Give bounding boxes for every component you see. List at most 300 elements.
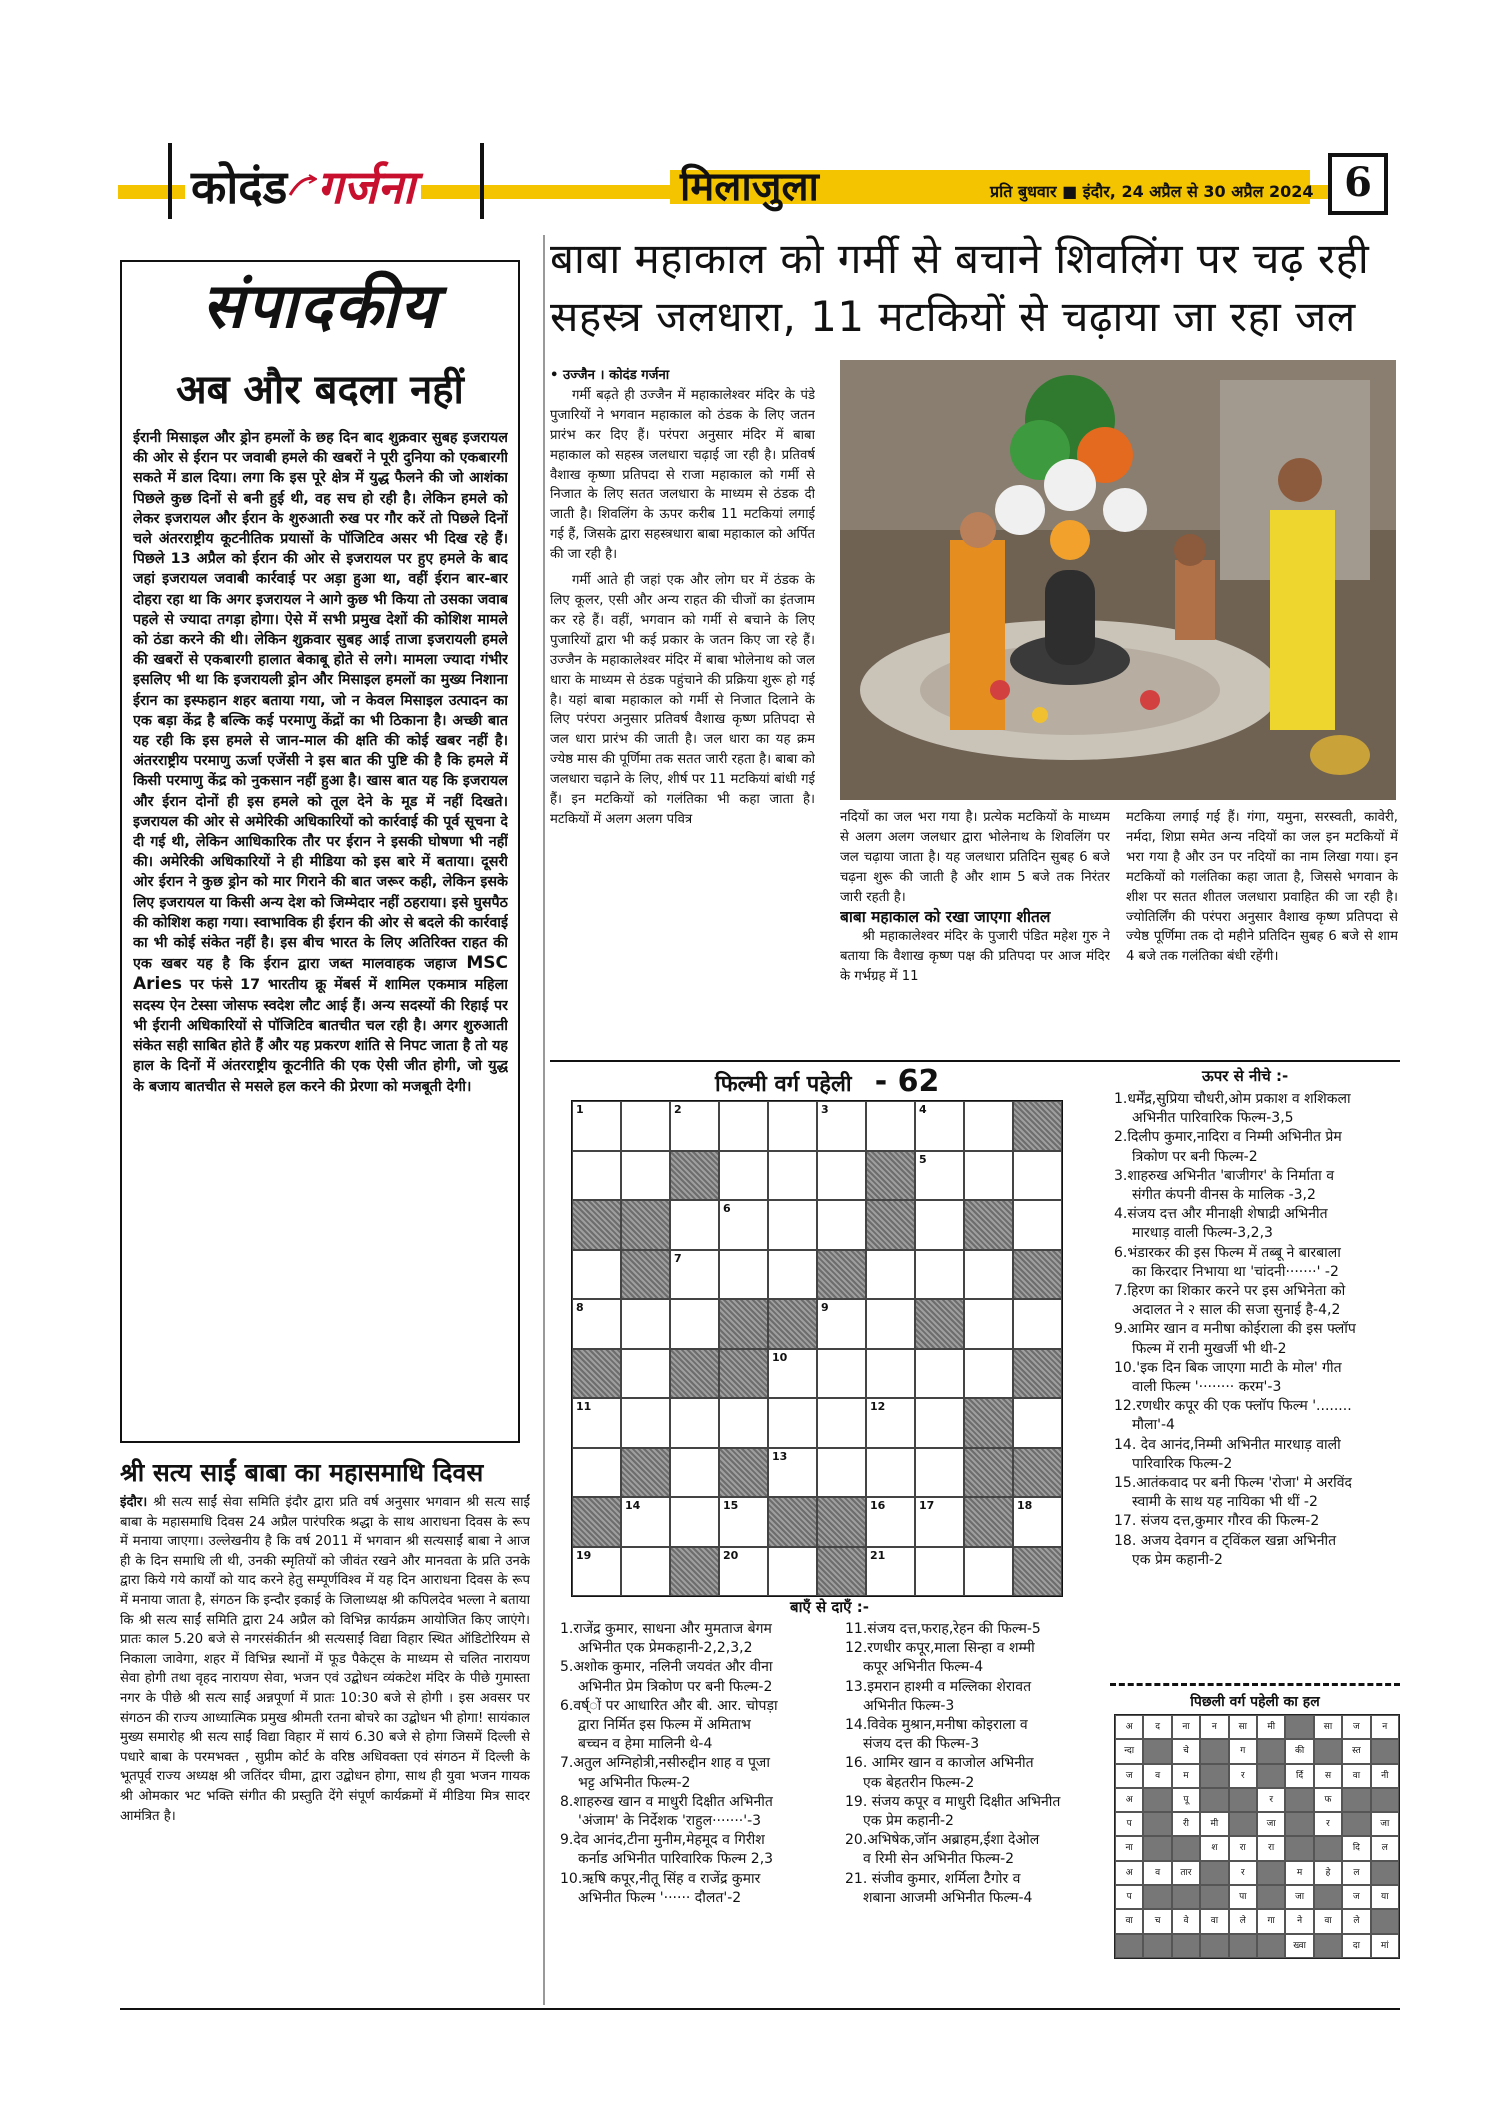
crossword-cell <box>719 1101 768 1151</box>
crossword-cell <box>719 1151 768 1201</box>
solution-cell <box>1257 1764 1285 1788</box>
cell-number: 17 <box>919 1499 935 1512</box>
clue-item <box>560 1831 842 1869</box>
crossword-cell <box>866 1349 915 1399</box>
crossword-cell <box>621 1299 670 1349</box>
solution-cell <box>1143 1739 1171 1763</box>
crossword-cell <box>621 1547 670 1597</box>
clue-item <box>1114 1320 1404 1358</box>
clue-item <box>845 1620 1110 1639</box>
solution-cell: र <box>1257 1788 1285 1812</box>
column-divider <box>543 235 545 2005</box>
solution-cell: नी <box>1371 1764 1399 1788</box>
crossword-cell <box>866 1547 915 1597</box>
cell-number: 18 <box>1017 1499 1033 1512</box>
solution-dash-rule <box>1110 1683 1400 1686</box>
clue-line: 12.रणधीर कपूर,माला सिन्हा व शम्मी <box>845 1640 1035 1657</box>
clue-line: 19. संजय कपूर व माधुरी दिक्षीत अभिनीत <box>845 1793 1061 1810</box>
solution-cell: री <box>1172 1812 1200 1836</box>
crossword-cell <box>1013 1200 1062 1250</box>
clue-line: वाली फिल्म '········ करम'-3 <box>1132 1379 1282 1396</box>
solution-cell <box>1285 1836 1313 1860</box>
clue-line: द्वारा निर्मित इस फिल्म में अमिताभ <box>578 1717 751 1734</box>
clue-item <box>560 1620 842 1658</box>
down-clues <box>1114 1090 1404 1570</box>
crossword-cell <box>572 1200 621 1250</box>
solution-cell: अ <box>1115 1788 1143 1812</box>
clue-line: 13.इमरान हाश्मी व मल्लिका शेरावत <box>845 1678 1032 1695</box>
solution-cell <box>1314 1739 1342 1763</box>
solution-cell: म <box>1285 1861 1313 1885</box>
solution-cell: रा <box>1229 1836 1257 1860</box>
solution-cell <box>1371 1739 1399 1763</box>
clue-line: 8.शाहरुख खान व माधुरी दिक्षीत अभिनीत <box>560 1793 773 1810</box>
solution-cell: न <box>1371 1715 1399 1739</box>
clue-item <box>845 1639 1110 1677</box>
mahakal-col1 <box>550 366 815 1058</box>
crossword-cell <box>768 1398 817 1448</box>
clue-item <box>1114 1512 1404 1531</box>
cell-number: 11 <box>576 1400 592 1413</box>
solution-cell <box>1342 1812 1370 1836</box>
crossword-cell <box>572 1547 621 1597</box>
solution-cell: की <box>1285 1739 1313 1763</box>
cell-number: 9 <box>821 1301 829 1314</box>
solution-cell <box>1257 1885 1285 1909</box>
clue-line: 1.राजेंद्र कुमार, साधना और मुमताज बेगम <box>560 1621 772 1637</box>
crossword-cell <box>670 1151 719 1201</box>
crossword-cell <box>866 1497 915 1547</box>
solution-cell <box>1143 1934 1171 1958</box>
clue-line: 21. संजीव कुमार, शर्मिला टैगोर व <box>845 1870 1021 1887</box>
crossword-cell <box>768 1250 817 1300</box>
solution-cell: मां <box>1371 1934 1399 1958</box>
crossword-cell <box>964 1547 1013 1597</box>
solution-cell: ना <box>1115 1836 1143 1860</box>
clue-line: 7.हिरण का शिकार करने पर इस अभिनेता को <box>1114 1283 1346 1300</box>
cell-number: 8 <box>576 1301 584 1314</box>
across-heading: बाएँ से दाएँ :- <box>790 1598 869 1616</box>
clue-item <box>845 1716 1110 1754</box>
footer-rule <box>120 2008 1400 2010</box>
solution-cell <box>1229 1934 1257 1958</box>
clue-line: अदालत ने २ साल की सजा सुनाई है-4,2 <box>1132 1302 1341 1319</box>
clue-line: पारिवारिक फिल्म-2 <box>1132 1455 1233 1472</box>
solution-cell <box>1143 1836 1171 1860</box>
solution-cell: न <box>1200 1715 1228 1739</box>
solution-cell <box>1257 1861 1285 1885</box>
brand-logo <box>185 155 421 215</box>
crossword-cell <box>572 1299 621 1349</box>
brand-divider-right <box>480 143 484 219</box>
crossword-cell <box>768 1497 817 1547</box>
mahakal-col2-body2: श्री महाकालेश्वर मंदिर के पुजारी पंडित महेश गुरु ने बताया कि वैशाख कृष्ण पक्ष की प्रतिपदा पर आज मंदिर के गर्भग्रह में 11 <box>840 929 1110 985</box>
clue-item <box>1114 1205 1404 1243</box>
cell-number: 13 <box>772 1449 788 1463</box>
cell-number: 6 <box>723 1202 731 1215</box>
crossword-cell <box>1013 1101 1062 1151</box>
down-heading: ऊपर से नीचे :- <box>1202 1067 1289 1085</box>
solution-cell <box>1172 1836 1200 1860</box>
clue-item <box>1114 1167 1404 1205</box>
cell-number: 2 <box>674 1103 682 1116</box>
crossword-cell <box>719 1349 768 1399</box>
crossword-cell <box>719 1547 768 1597</box>
crossword-cell <box>719 1398 768 1448</box>
crossword-cell <box>964 1448 1013 1498</box>
cell-number: 14 <box>625 1499 641 1512</box>
clue-line: त्रिकोण पर बनी फिल्म-2 <box>1132 1148 1258 1165</box>
crossword-cell <box>817 1250 866 1300</box>
mahakal-col2-body: नदियों का जल भरा गया है। प्रत्येक मटकियों के माध्यम से अलग अलग जलधार द्वारा भोलेनाथ के शिवलिंग पर जल चढ़ाया जाता है। यह जलधारा प्रतिदिन सुबह 6 बजे चढ़ना शुरू की जाती है और शाम 5 बजे तक निरंतर जारी रहती है। <box>840 810 1110 905</box>
clue-line: 17. संजय दत्त,कुमार गौरव की फिल्म-2 <box>1114 1513 1320 1530</box>
crossword-cell <box>768 1349 817 1399</box>
crossword-cell <box>817 1497 866 1547</box>
solution-cell: स्त <box>1342 1739 1370 1763</box>
clue-line: संजय दत्त की फिल्म-3 <box>863 1736 980 1753</box>
solution-cell: मी <box>1200 1812 1228 1836</box>
editorial-headline: अब और बदला नहीं <box>176 366 464 413</box>
crossword-cell <box>1013 1151 1062 1201</box>
brand-name-part2: गर्जना <box>317 160 415 214</box>
clue-line: 5.अशोक कुमार, नलिनी जयवंत और वीना <box>560 1659 773 1676</box>
solution-cell: या <box>1371 1885 1399 1909</box>
clue-item <box>1114 1128 1404 1166</box>
solution-cell <box>1342 1788 1370 1812</box>
solution-cell <box>1172 1885 1200 1909</box>
clue-line: कपूर अभिनीत फिल्म-4 <box>863 1659 984 1676</box>
clue-line: संगीत कंपनी वीनस के मालिक -3,2 <box>1132 1187 1316 1204</box>
editorial-label: संपादकीय <box>202 269 438 342</box>
crossword-cell <box>964 1497 1013 1547</box>
solution-cell: तार <box>1172 1861 1200 1885</box>
solution-cell: ने <box>1285 1909 1313 1933</box>
puzzle-header <box>715 1064 939 1099</box>
crossword-cell <box>719 1200 768 1250</box>
clue-item <box>1114 1359 1404 1397</box>
crossword-cell <box>621 1151 670 1201</box>
crossword-cell <box>572 1349 621 1399</box>
solution-cell <box>1200 1788 1228 1812</box>
solution-cell: जा <box>1285 1885 1313 1909</box>
solution-cell <box>1172 1934 1200 1958</box>
solution-cell <box>1200 1764 1228 1788</box>
solution-cell: प <box>1115 1885 1143 1909</box>
crossword-cell <box>621 1250 670 1300</box>
solution-cell <box>1257 1739 1285 1763</box>
clue-line: कर्नाड अभिनीत पारिवारिक फिल्म 2,3 <box>578 1851 774 1868</box>
clue-item <box>1114 1532 1404 1570</box>
crossword-cell <box>670 1101 719 1151</box>
cell-number: 4 <box>919 1103 927 1116</box>
clue-line: एक प्रेम कहानी-2 <box>863 1813 954 1830</box>
clue-line: 18. अजय देवगन व ट्विंकल खन्ना अभिनीत <box>1114 1532 1337 1549</box>
solution-cell <box>1285 1788 1313 1812</box>
solution-cell <box>1115 1934 1143 1958</box>
crossword-cell <box>670 1200 719 1250</box>
solution-cell <box>1314 1934 1342 1958</box>
crossword-cell <box>1013 1250 1062 1300</box>
solution-cell: ल <box>1342 1861 1370 1885</box>
clue-item <box>1114 1397 1404 1435</box>
crossword-cell <box>964 1101 1013 1151</box>
solution-cell <box>1371 1909 1399 1933</box>
clue-line: 'अंजाम' के निर्देशक 'राहुल·······'-3 <box>578 1813 762 1830</box>
clue-item <box>845 1754 1110 1792</box>
crossword-cell <box>915 1250 964 1300</box>
mahakal-dateline: • उज्जैन । कोदंड गर्जना <box>550 368 670 383</box>
solution-cell: पू <box>1172 1788 1200 1812</box>
crossword-cell <box>1013 1349 1062 1399</box>
editorial-ship-name: MSC Aries <box>133 953 508 995</box>
clue-line: 3.शाहरुख अभिनीत 'बाजीगर' के निर्माता व <box>1114 1167 1335 1184</box>
solution-cell: ल <box>1371 1836 1399 1860</box>
crossword-cell <box>621 1349 670 1399</box>
crossword-cell <box>817 1151 866 1201</box>
cell-number: 7 <box>674 1251 682 1265</box>
crossword-cell <box>719 1448 768 1498</box>
solution-cell: वा <box>1314 1909 1342 1933</box>
solution-cell: जा <box>1257 1812 1285 1836</box>
clue-item <box>560 1697 842 1755</box>
clue-item <box>845 1870 1110 1908</box>
solution-cell: व <box>1143 1861 1171 1885</box>
mahakal-photo <box>840 360 1396 800</box>
solution-cell: चे <box>1172 1739 1200 1763</box>
clue-line: का किरदार निभाया था 'चांदनी·······' -2 <box>1132 1263 1339 1280</box>
crossword-cell <box>964 1250 1013 1300</box>
crossword-cell <box>719 1497 768 1547</box>
crossword-cell <box>768 1200 817 1250</box>
crossword-cell <box>572 1101 621 1151</box>
clue-item <box>1114 1474 1404 1512</box>
crossword-cell <box>621 1200 670 1250</box>
solution-cell <box>1229 1788 1257 1812</box>
puzzle-number: - 62 <box>874 1064 940 1099</box>
cell-number: 5 <box>919 1152 927 1166</box>
crossword-cell <box>915 1299 964 1349</box>
clue-line: 6.भंडारकर की इस फिल्म में तब्बू ने बारबाला <box>1114 1244 1341 1261</box>
solution-cell: च <box>1143 1909 1171 1933</box>
clue-line: 6.वर्ष्ों पर आधारित और बी. आर. चोपड़ा <box>560 1697 778 1714</box>
crossword-cell <box>866 1250 915 1300</box>
clue-item <box>560 1793 842 1831</box>
clue-line: 10.'इक दिन बिक जाएगा माटी के मोल' गीत <box>1114 1359 1342 1376</box>
crossword-cell <box>572 1497 621 1547</box>
solution-cell <box>1314 1885 1342 1909</box>
crossword-cell <box>964 1200 1013 1250</box>
clue-line: व रिमी सेन अभिनीत फिल्म-2 <box>863 1851 1015 1868</box>
solution-cell <box>1229 1812 1257 1836</box>
page-number: 6 <box>1328 153 1388 215</box>
clue-item <box>845 1831 1110 1869</box>
brand-divider-left <box>168 143 172 219</box>
crossword-cell <box>915 1398 964 1448</box>
solution-cell <box>1143 1812 1171 1836</box>
editorial-body-text: ईरानी मिसाइल और ड्रोन हमलों के छह दिन बाद शुक्रवार सुबह इजरायल की ओर से ईरान पर जवाबी हमले की खबरों ने पूरी दुनिया को एकबारगी सकते में डाल दिया। लगा कि इस पूरे क्षेत्र में युद्ध फैलने की जो आशंका पिछले कुछ दिनों से बनी हुई थी, वह सच हो रही है। लेकिन हमले को लेकर इजरायल और ईरान के शुरुआती रुख पर गौर करें तो पिछले दिनों चले अंतरराष्ट्रीय कूटनीतिक प्रयासों के पॉजिटिव असर भी दिख रहे हैं। पिछले 13 अप्रैल को ईरान की ओर से इजरायल पर हुए हमले के बाद जहां इजरायल जवाबी कार्रवाई पर अड़ा हुआ था, वहीं ईरान बार-बार दोहरा रहा था कि अगर इजरायल ने आगे कुछ भी किया तो उसका जवाब पहले से ज्यादा तगड़ा होगा। ऐसे में सभी प्रमुख देशों की कोशिश मामले को ठंडा करने की थी। लेकिन शुक्रवार सुबह आई ताजा इजरायली हमले की खबरों से एकबारगी हालात बेकाबू होते से लगे। मामला ज्यादा गंभीर इसलिए भी था कि इजरायली ड्रोन और मिसाइल हमलों का मुख्य निशाना ईरान का इस्फहान शहर बताया गया, जो न केवल मिसाइल उत्पादन का एक बड़ा केंद्र है बल्कि कई परमाणु केंद्रों का भी ठिकाना है। अच्छी बात यह रही कि इस हमले से जान-माल की क्षति की कोई खबर नहीं है। अंतरराष्ट्रीय परमाणु ऊर्जा एजेंसी ने इस बात की पुष्टि की है कि हमले में किसी परमाणु केंद्र को नुकसान नहीं हुआ है। खास बात यह कि इजरायल और ईरान दोनों ही इस हमले को तूल देने के मूड में नहीं दिखते। इजरायल की ओर से अमेरिकी अधिकारियों को कार्रवाई की पूर्व सूचना दे दी गई थी, लेकिन आधिकारिक तौर पर ईरान ने इसकी घोषणा भी नहीं की। अमेरिकी अधिकारियों ने ही मीडिया को इस बारे में बताया। दूसरी ओर ईरान ने कुछ ड्रोन को मार गिराने की बात जरूर कही, लेकिन इसके लिए इजरायल या किसी अन्य देश को जिम्मेदार नहीं ठहराया। इसे घुसपैठ की कोशिश कहा गया। स्वाभाविक ही ईरान की ओर से बदले की कार्रवाई का भी कोई संकेत नहीं है। इस बीच भारत के लिए अतिरिक्त राहत की एक खबर यह है कि ईरान द्वारा जब्त मालवाहक जहाज <box>133 430 508 973</box>
crossword-cell <box>670 1250 719 1300</box>
clue-line: अभिनीत पारिवारिक फिल्म-3,5 <box>1132 1110 1294 1127</box>
crossword-cell <box>866 1299 915 1349</box>
solution-cell <box>1143 1885 1171 1909</box>
crossword-cell <box>719 1250 768 1300</box>
cell-number: 12 <box>870 1400 886 1413</box>
mahakal-lead: गर्मी बढ़ते ही उज्जैन में महाकालेश्वर मंदिर के पंडे पुजारियों ने भगवान महाकाल को ठंडक के लिए जतन प्रारंभ कर दिए हैं। परंपरा अनुसार मंदिर में बाबा महाकाल को सहस्त्र जलधारा चढ़ाई जा रही है। प्रतिवर्ष वैशाख कृष्णा प्रतिपदा से राजा महाकाल को गर्मी से निजात के लिए सतत जलधारा के माध्यम से ठंडक दी जाती है। शिवलिंग के ऊपर करीब 11 मटकियां लगाई गई हैं, जिसके द्वारा सहस्त्रधारा बाबा महाकाल को अर्पित की जा रही है। <box>550 387 815 563</box>
clue-line: एक प्रेम कहानी-2 <box>1132 1551 1223 1568</box>
solution-cell: सा <box>1314 1715 1342 1739</box>
cell-number: 10 <box>772 1350 788 1364</box>
crossword-cell <box>1013 1547 1062 1597</box>
solution-cell <box>1285 1812 1313 1836</box>
solution-cell <box>1371 1861 1399 1885</box>
brand-name-part1: कोदंड <box>191 160 288 214</box>
solution-cell: र <box>1229 1861 1257 1885</box>
solution-cell <box>1314 1836 1342 1860</box>
solution-cell <box>1143 1788 1171 1812</box>
clue-line: अभिनीत प्रेम त्रिकोण पर बनी फिल्म-2 <box>578 1678 773 1695</box>
cell-number: 21 <box>870 1548 886 1562</box>
crossword-cell <box>817 1101 866 1151</box>
crossword-cell <box>670 1547 719 1597</box>
clue-line: 14. देव आनंद,निम्मी अभिनीत मारधाड़ वाली <box>1114 1436 1341 1453</box>
solution-cell: द <box>1143 1715 1171 1739</box>
clue-item <box>845 1678 1110 1716</box>
cell-number: 20 <box>723 1548 739 1562</box>
crossword-cell <box>915 1349 964 1399</box>
solution-cell: ज <box>1342 1715 1370 1739</box>
clue-item <box>560 1754 842 1792</box>
crossword-cell <box>866 1200 915 1250</box>
solution-cell: ले <box>1342 1909 1370 1933</box>
across-clues-right <box>845 1620 1110 1908</box>
crossword-cell <box>817 1398 866 1448</box>
clue-line: अभिनीत एक प्रेमकहानी-2,2,3,2 <box>578 1640 753 1657</box>
clue-line: 14.विवेक मुश्रान,मनीषा कोइराला व <box>845 1717 1028 1734</box>
crossword-cell <box>670 1448 719 1498</box>
solution-cell: र्दि <box>1285 1764 1313 1788</box>
solution-cell: जा <box>1371 1812 1399 1836</box>
solution-cell: अ <box>1115 1715 1143 1739</box>
crossword-cell <box>621 1448 670 1498</box>
crossword-cell <box>768 1101 817 1151</box>
crossword-grid <box>571 1100 1063 1597</box>
crossword-cell <box>768 1299 817 1349</box>
solution-cell: श <box>1200 1836 1228 1860</box>
solution-cell <box>1200 1934 1228 1958</box>
solution-cell: प <box>1115 1812 1143 1836</box>
solution-cell <box>1371 1788 1399 1812</box>
crossword-cell <box>768 1448 817 1498</box>
clue-line: 7.अतुल अग्निहोत्री,नसीरुद्दीन शाह व पूजा <box>560 1755 770 1772</box>
clue-line: 4.संजय दत्त और मीनाक्षी शेषाद्री अभिनीत <box>1114 1206 1328 1223</box>
solution-cell: वा <box>1200 1909 1228 1933</box>
sai-body <box>120 1493 530 1988</box>
crossword-cell <box>768 1547 817 1597</box>
solution-cell: रा <box>1257 1836 1285 1860</box>
bow-icon <box>287 156 317 182</box>
editorial-body-end: पर फंसे 17 भारतीय क्रू मेंबर्स में शामिल एकमात्र महिला सदस्य ऐन टेस्सा जोसफ स्वदेश लौट आई हैं। अन्य सदस्यों की रिहाई पर भी ईरानी अधिकारियों से पॉजिटिव बातचीत चल रही है। अगर शुरुआती संकेत सही साबित होते हैं और यह प्रकरण शांति से निपट जाता है तो यह हाल के दिनों में अंतरराष्ट्रीय कूटनीति की एक ऐसी जीत होगी, जो युद्ध के बजाय बातचीत से मसले हल करने की प्रेरणा को मजबूती देगी। <box>133 977 508 1095</box>
clue-line: 20.अभिषेक,जॉन अब्राहम,ईशा देओल <box>845 1832 1040 1849</box>
crossword-cell <box>572 1151 621 1201</box>
mahakal-col3-body: मटकिया लगाई गई हैं। गंगा, यमुना, सरस्वती, कावेरी, नर्मदा, शिप्रा समेत अन्य नदियों का जल इन मटकियों में भरा गया है और उन पर नदियों का नाम लिखा गया। इन मटकियों को गलंतिका कहा जाता है, जिससे भगवान के शीश पर सतत शीतल जलधारा प्रवाहित की जा रही है। ज्योतिर्लिंग की परंपरा अनुसार वैशाख कृष्ण प्रतिपदा से ज्येष्ठ पूर्णिमा तक दो महीने प्रतिदिन सुबह 6 बजे से शाम 4 बजे तक गलंतिका बंधी रहेंगी। <box>1126 810 1398 965</box>
clue-item <box>1114 1244 1404 1282</box>
crossword-cell <box>817 1200 866 1250</box>
solution-cell: र <box>1314 1812 1342 1836</box>
solution-title: पिछली वर्ग पहेली का हल <box>1190 1694 1320 1710</box>
cell-number: 1 <box>576 1103 584 1116</box>
clue-line: मौला'-4 <box>1132 1417 1175 1434</box>
clue-line: 9.देव आनंद,टीना मुनीम,मेहमूद व गिरीश <box>560 1832 765 1849</box>
crossword-cell <box>915 1547 964 1597</box>
crossword-cell <box>964 1398 1013 1448</box>
sai-body-text: श्री सत्य साईं सेवा समिति इंदौर द्वारा प्रति वर्ष अनुसार भगवान श्री सत्य साईं बाबा के महासमाधि दिवस 24 अप्रैल पारंपरिक श्रद्धा के साथ आराधना दिवस के रूप में मनाया जाएगा। उल्लेखनीय है कि वर्ष 2011 में भगवान श्री सत्यसाईं बाबा ने आज ही के दिन समाधि ली थी, उनकी स्मृतियों को जीवंत रखने और मानवता के प्रति उनके द्वारा किये गये कार्यों को याद करने हेतु सम्पूर्णविश्व में यह दिन आराधना दिवस के रूप में मनाया जाता है, संगठन कि इन्दौर इकाई के जिलाध्यक्ष श्री कपिलदेव भल्ला ने बताया कि श्री सत्य साईं समिति द्वारा 24 अप्रैल को विभिन्न कार्यक्रम आयोजित किए जाएंगे।प्रातः काल 5.20 बजे से नगरसंकीर्तन श्री सत्यसाईं विद्या विहार स्थित ऑडिटोरियम से निकाला जावेगा, शहर में विभिन्न स्थानों में फूड पैकेट्स के माध्यम से चलित नारायण सेवा होगी तथा वृहद नारायण सेवा, भजन एवं उद्बोधन व्यंकटेश मंदिर के पीछे गुमास्ता नगर के पीछे श्री सत्य साईं अन्नपूर्णा में प्रातः 10:30 बजे से होगी । इस अवसर पर संगठन की राज्य आध्यात्मिक प्रमुख श्रीमती रतना बोचरे का उद्बोधन भी होगा! सायंकाल मुख्य समारोह श्री सत्य साईं विद्या विहार में सायं 6.30 बजे से होगा जिसमें दिल्ली से पधारे बाबा के परमभक्त , सुप्रीम कोर्ट के वरिष्ठ अधिवक्ता एवं संगठन में दिल्ली के भूतपूर्व राज्य अध्यक्ष श्री जतिंदर चीमा, द्वारा उद्बोधन होगा, साथ ही युवा भजन गायक श्री ओमकार भट भक्ति संगीत की प्रस्तुति देंगे संपूर्ण कार्यक्रमों में मीडिया मित्र सादर आमंत्रित है। <box>120 1495 530 1824</box>
solution-cell: स <box>1314 1764 1342 1788</box>
cell-number: 3 <box>821 1103 829 1116</box>
cell-number: 19 <box>576 1548 592 1562</box>
solution-cell: गा <box>1257 1909 1285 1933</box>
crossword-cell <box>964 1299 1013 1349</box>
crossword-cell <box>915 1200 964 1250</box>
clue-line: फिल्म में रानी मुखर्जी भी थी-2 <box>1132 1340 1287 1357</box>
clue-line: मारधाड़ वाली फिल्म-3,2,3 <box>1132 1225 1273 1242</box>
solution-cell: अ <box>1115 1861 1143 1885</box>
solution-cell: फ <box>1314 1788 1342 1812</box>
shivling-illustration <box>840 360 1396 800</box>
crossword-cell <box>915 1448 964 1498</box>
solution-cell: मी <box>1257 1715 1285 1739</box>
solution-cell: म <box>1172 1764 1200 1788</box>
clue-line: स्वामी के साथ यह नायिका भी थीं -2 <box>1132 1494 1318 1511</box>
crossword-cell <box>768 1151 817 1201</box>
cell-number: 15 <box>723 1499 739 1512</box>
mahakal-col1-body: गर्मी आते ही जहां एक और लोग घर में ठंडक के लिए कूलर, एसी और अन्य राहत की चीजों का इंतजाम कर रहे हैं। वहीं, भगवान को गर्मी से बचाने के लिए पुजारियों द्वारा भी कई प्रकार के जतन किए जा रहे हैं। उज्जैन के महाकालेश्वर मंदिर में बाबा भोलेनाथ को जल धारा के माध्यम से ठंडक पहुंचाने की प्रक्रिया शुरू हो गई है। यहां बाबा महाकाल को गर्मी से निजात दिलाने के लिए परंपरा अनुसार प्रतिवर्ष वैशाख कृष्ण प्रतिपदा से जल धारा प्रारंभ की जाती है। जल धारा का यह क्रम ज्येष्ठ मास की पूर्णिमा तक सतत जारी रहता है। बाबा को जलधारा चढ़ाने के लिए, शीर्ष पर 11 मटकियां बांधी गई हैं। इन मटकियों को गलंतिका भी कहा जाता है। मटकियों में अलग अलग पवित्र <box>550 573 815 827</box>
crossword-cell <box>572 1250 621 1300</box>
crossword-cell <box>866 1151 915 1201</box>
clue-line: भट्ट अभिनीत फिल्म-2 <box>578 1774 691 1791</box>
solution-cell: ग <box>1229 1739 1257 1763</box>
crossword-cell <box>670 1398 719 1448</box>
clue-line: 15.आतंकवाद पर बनी फिल्म 'रोजा' मे अरविंद <box>1114 1475 1352 1492</box>
crossword-cell <box>964 1151 1013 1201</box>
clue-line: 2.दिलीप कुमार,नादिरा व निम्मी अभिनीत प्रेम <box>1114 1129 1342 1146</box>
solution-cell <box>1285 1715 1313 1739</box>
puzzle-title: फिल्मी वर्ग पहेली <box>715 1071 852 1097</box>
crossword-cell <box>670 1497 719 1547</box>
crossword-cell <box>866 1398 915 1448</box>
crossword-cell <box>621 1398 670 1448</box>
crossword-cell <box>572 1448 621 1498</box>
solution-cell <box>1200 1885 1228 1909</box>
solution-cell: ज <box>1342 1885 1370 1909</box>
solution-cell <box>1200 1861 1228 1885</box>
solution-cell: पा <box>1229 1885 1257 1909</box>
crossword-cell <box>621 1101 670 1151</box>
clue-line: 1.धर्मेंद्र,सुप्रिया चौधरी,ओम प्रकाश व शशिकला <box>1114 1091 1351 1107</box>
solution-grid <box>1114 1714 1400 1959</box>
solution-cell: वा <box>1115 1909 1143 1933</box>
solution-cell: ना <box>1172 1715 1200 1739</box>
issue-dateline: प्रति बुधवार ■ इंदौर, 24 अप्रैल से 30 अप्रैल 2024 <box>990 182 1314 201</box>
crossword-cell <box>817 1448 866 1498</box>
crossword-cell <box>1013 1497 1062 1547</box>
crossword-cell <box>915 1101 964 1151</box>
crossword-cell <box>1013 1299 1062 1349</box>
mahakal-headline: बाबा महाकाल को गर्मी से बचाने शिवलिंग पर चढ़ रही सहस्त्र जलधारा, 11 मटकियों से चढ़ाया जा रहा जल <box>550 234 1370 341</box>
clue-line: बच्चन व हेमा मालिनी थे-4 <box>578 1736 713 1753</box>
editorial-body <box>133 428 508 1438</box>
clue-line: 12.रणधीर कपूर की एक फ्लॉप फिल्म '........ <box>1114 1398 1352 1415</box>
sai-dateline: इंदौर। <box>120 1495 148 1510</box>
